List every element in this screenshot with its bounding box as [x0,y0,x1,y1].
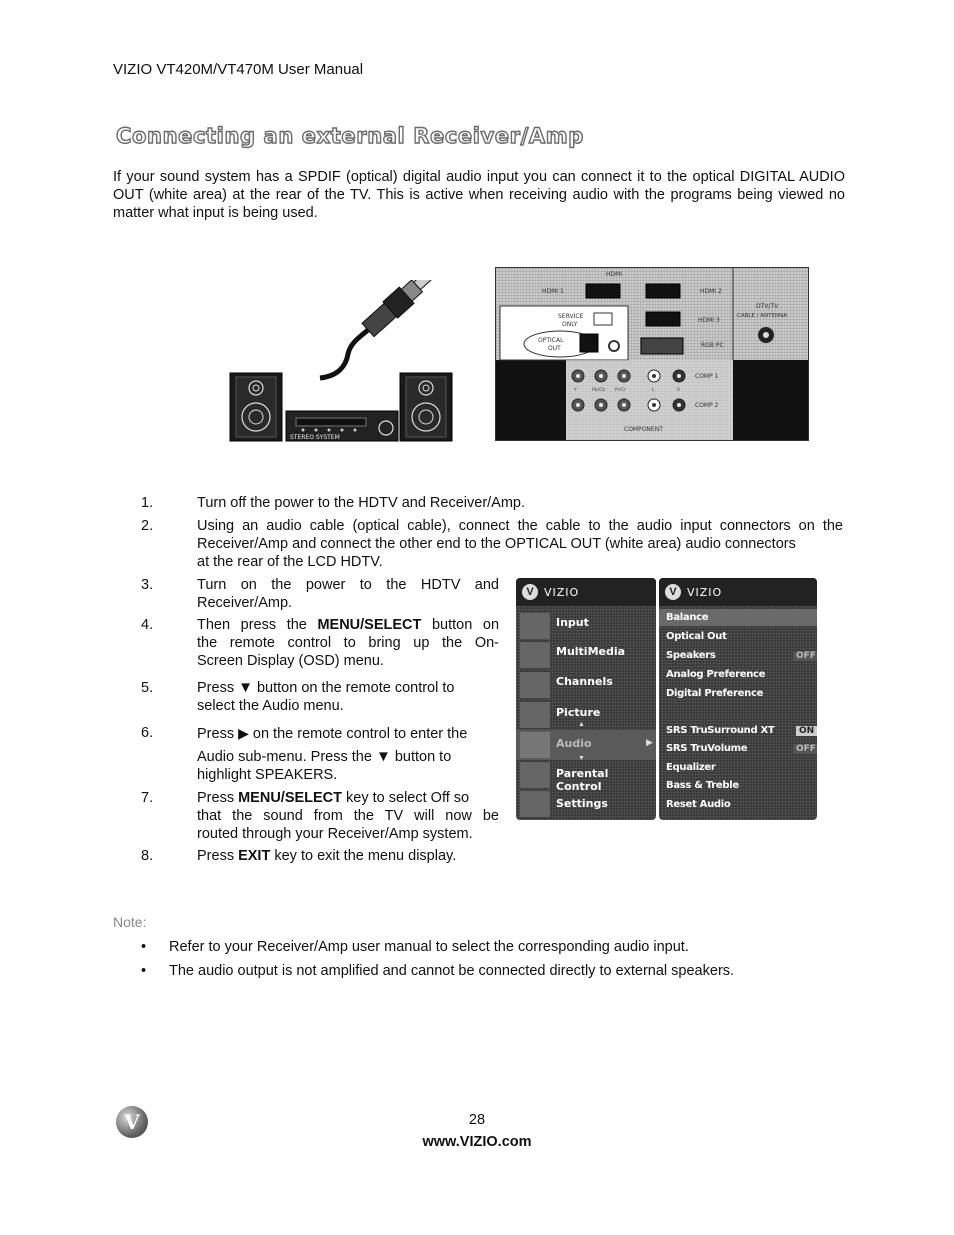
osd-item-audio[interactable]: Audio [556,737,592,750]
trusurround-value: ON [796,726,817,736]
osd-brand: VIZIO [544,586,580,599]
audio-item-reset-audio[interactable]: Reset Audio [666,799,731,810]
osd-item-settings[interactable]: Settings [556,797,608,810]
y-label: Y [574,388,577,393]
pb-label: Pb/Cb [592,388,606,393]
rgb-pc-label: RGB PC [701,342,724,349]
truvolume-value: OFF [793,744,817,754]
osd-audio-menu [659,578,817,820]
note-item-1: Refer to your Receiver/Amp user manual to select the corresponding audio input. [169,939,689,955]
osd-item-picture[interactable]: Picture [556,706,601,719]
audio-item-srs-trusurround[interactable]: SRS TruSurround XT [666,725,775,736]
website-link[interactable]: www.VIZIO.com [422,1134,532,1150]
cable-antenna-label: CABLE / ANTENNA [737,313,787,319]
up-arrow-icon: ▲ [578,721,585,728]
intro-paragraph: If your sound system has a SPDIF (optical) digital audio input you can connect it to the optical DIGITAL AUDIO OUT (white area) at the rear of the TV. This is active when receiving audio with the programs being viewed no matter what input is being used. [113,169,845,221]
page-number: 28 [468,1112,486,1128]
section-title: Connecting an external Receiver/Amp [116,124,584,148]
vizio-logo-icon: V [665,584,681,600]
audio-item-optical-out[interactable]: Optical Out [666,631,727,642]
hdmi-label: HDMI [606,271,623,278]
only-label: ONLY [562,321,578,328]
hdmi1-label: HDMI 1 [542,288,564,295]
note-label: Note: [113,914,147,930]
hdmi2-port [646,284,680,298]
osd-item-channels[interactable]: Channels [556,675,613,688]
right-arrow-icon: ▶ [238,725,249,741]
out-label: OUT [548,345,561,352]
optical-label: OPTICAL [538,337,564,344]
page-header: VIZIO VT420M/VT470M User Manual [113,61,364,78]
down-arrow-icon: ▼ [238,679,253,696]
hdmi3-label: HDMI 3 [698,317,720,324]
audio-item-srs-truvolume[interactable]: SRS TruVolume [666,743,748,754]
note-item-2: The audio output is not amplified and cannot be connected directly to external speakers. [169,963,735,979]
audio-item-speakers[interactable]: Speakers [666,650,716,661]
comp2-label: COMP 2 [695,402,719,409]
hdmi3-port [646,312,680,326]
comp1-label: COMP 1 [695,373,719,380]
service-label: SERVICE [558,313,584,320]
osd-main-menu [516,578,656,820]
dtv-label: DTV/TV [756,303,779,310]
audio-item-balance[interactable]: Balance [666,612,709,623]
r-label: R [677,388,681,393]
stereo-system-illustration [228,280,454,444]
osd-item-input[interactable]: Input [556,616,589,629]
osd-item-parental-control[interactable]: Parental Control [556,767,609,793]
osd-audio-brand: VIZIO [687,586,723,599]
component-label: COMPONENT [624,426,663,433]
rgb-pc-port [641,338,683,354]
down-arrow-icon: ▼ [578,755,585,762]
optical-port [580,334,598,352]
audio-item-digital-preference[interactable]: Digital Preference [666,688,764,699]
audio-item-bass-treble[interactable]: Bass & Treble [666,780,739,791]
vizio-logo-icon: V [522,584,538,600]
tv-rear-panel [495,267,809,441]
pr-label: Pr/Cr [615,388,626,393]
vizio-logo-icon: V [116,1106,148,1138]
audio-item-analog-preference[interactable]: Analog Preference [666,669,766,680]
l-label: L [652,388,655,393]
hdmi2-label: HDMI 2 [700,288,722,295]
osd-item-multimedia[interactable]: MultiMedia [556,645,626,658]
speakers-value: OFF [793,651,817,661]
bullet-icon: • [141,963,147,979]
down-arrow-icon: ▼ [375,748,391,765]
bullet-icon: • [141,939,147,955]
right-arrow-icon: ▶ [646,737,653,747]
hdmi1-port [586,284,620,298]
stereo-label: STEREO SYSTEM [290,434,340,441]
audio-item-equalizer[interactable]: Equalizer [666,762,716,773]
